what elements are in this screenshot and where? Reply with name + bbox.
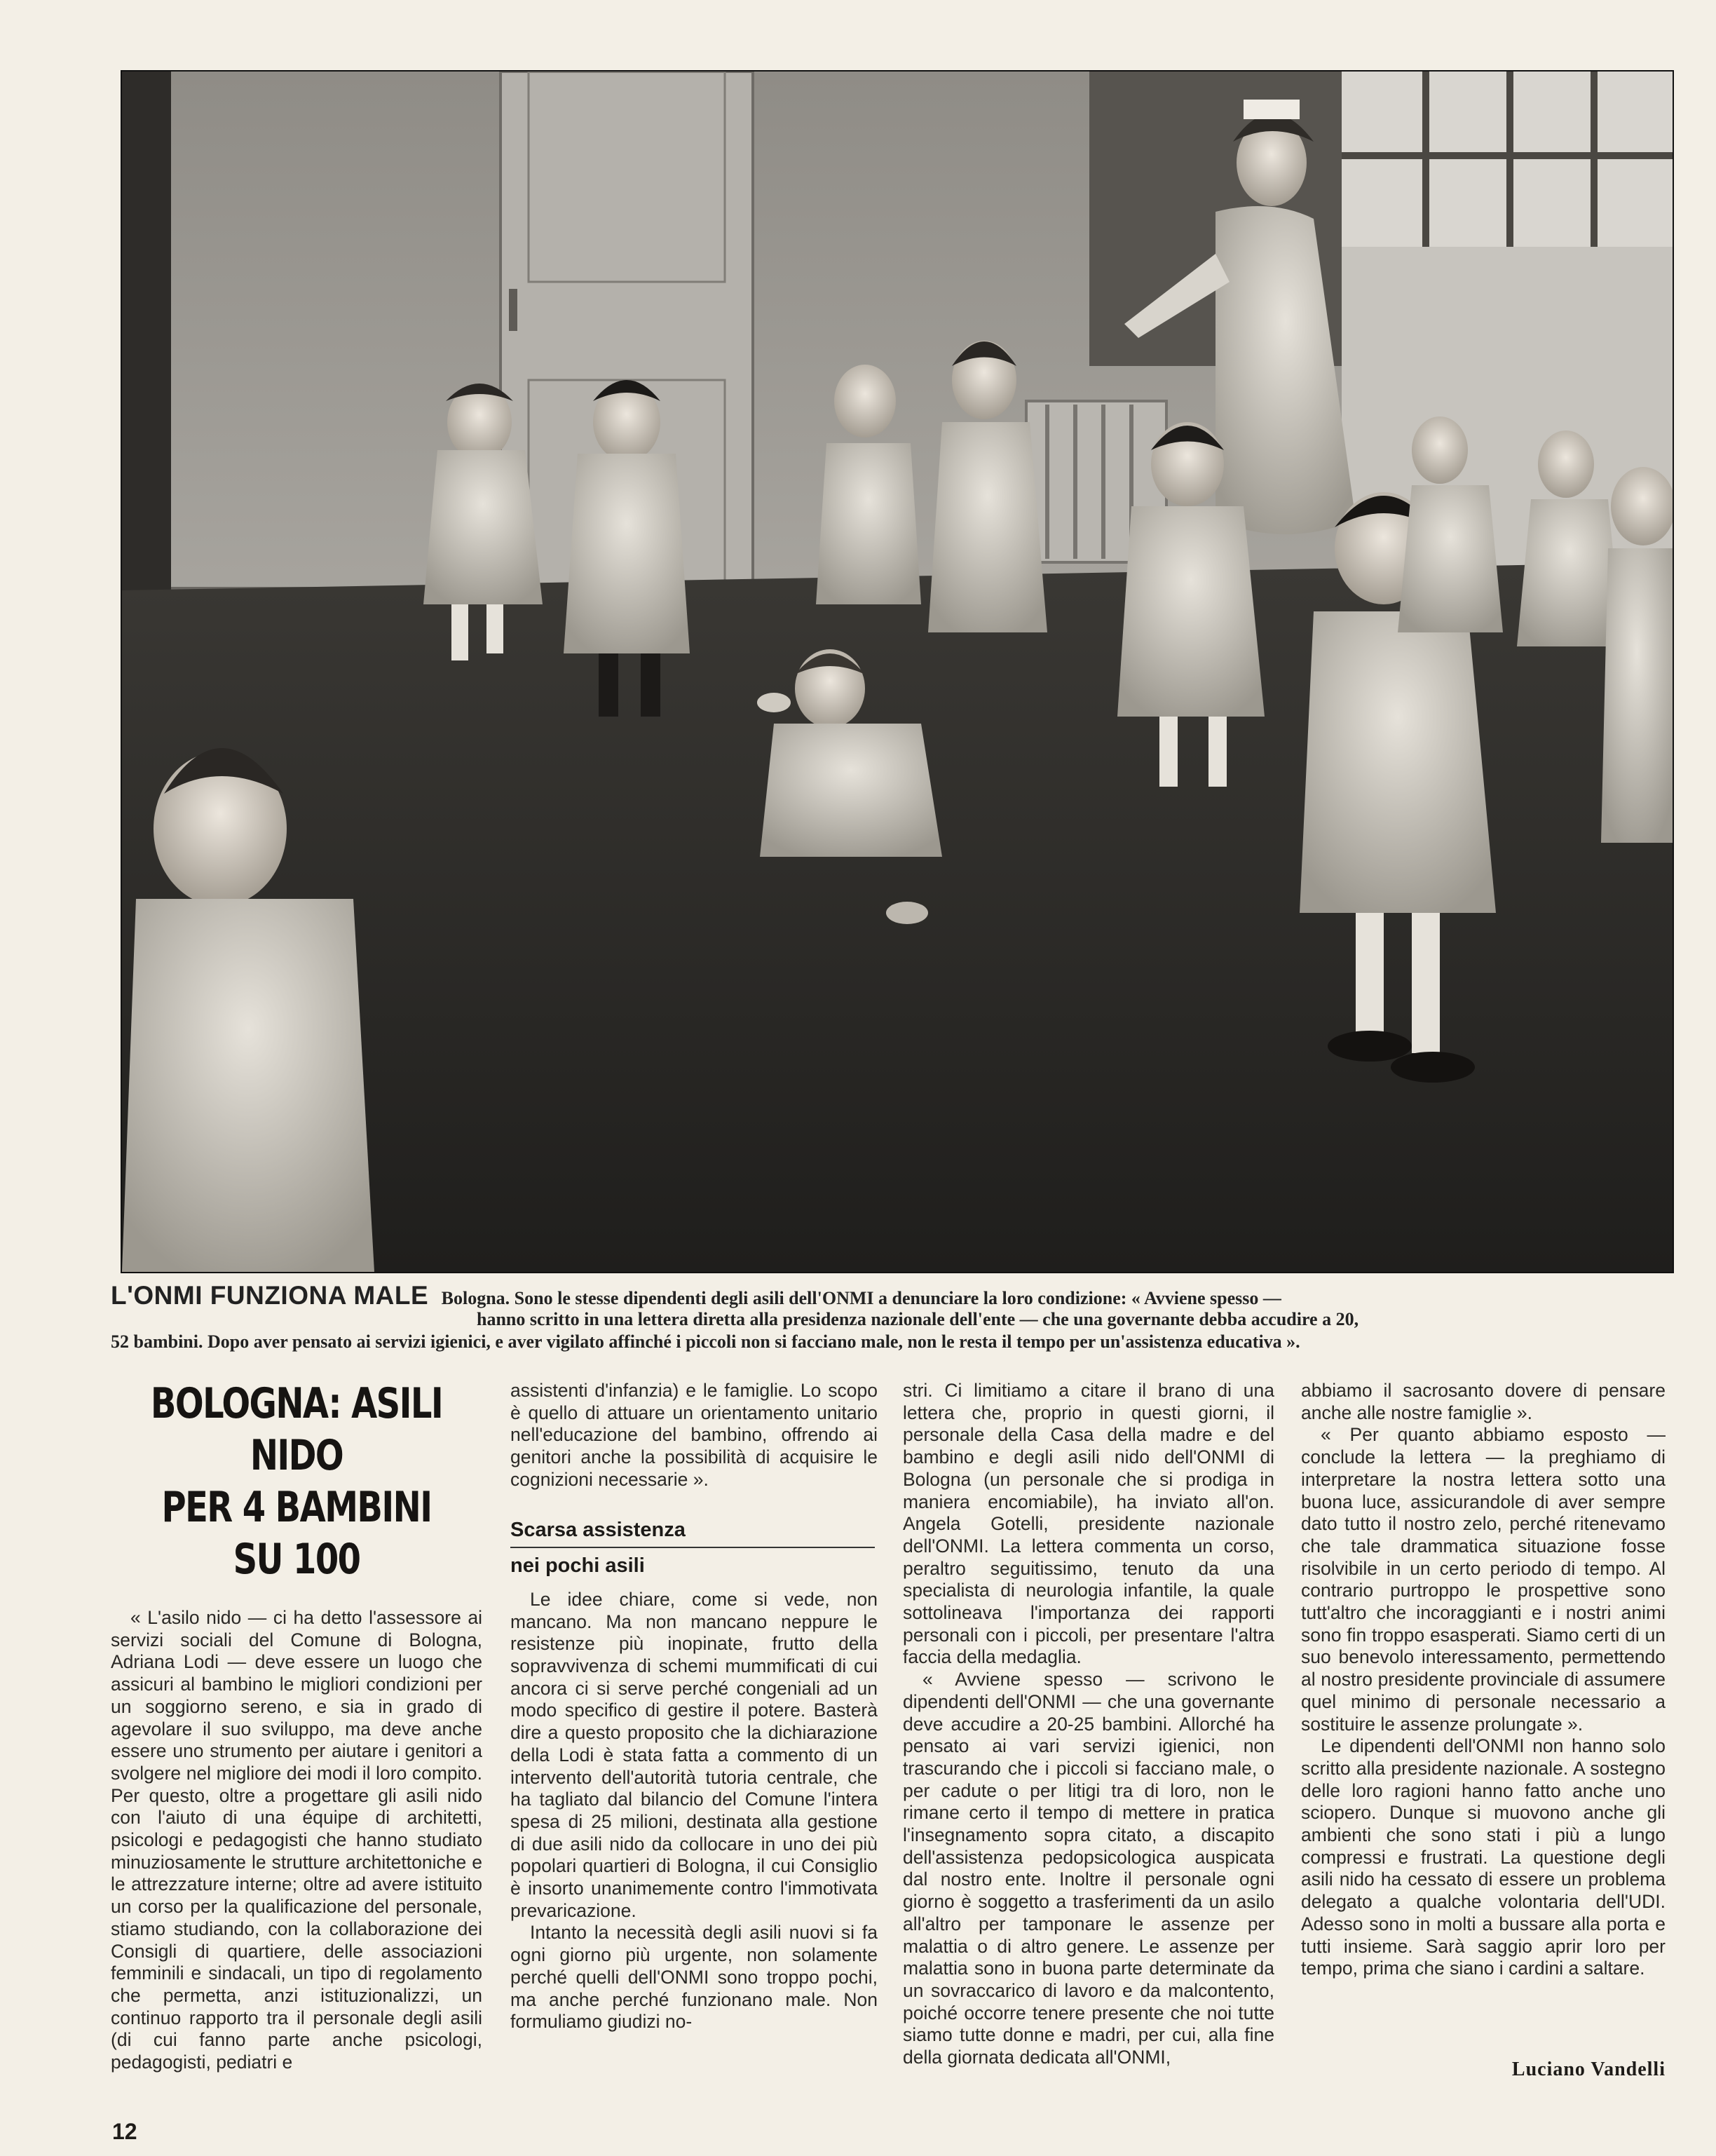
column-1-paragraph: « L'asilo nido — ci ha detto l'assessore ai servizi sociali del Comune di Bologna, Adriana Lodi — deve essere un luogo che assicuri al bambino le migliori condizioni per un soggiorno sereno, e sia in grado di agevolare il suo sviluppo, ma deve anche essere uno strumento per aiutare i genitori a svolgere nel migliore dei modi il loro compito. Per questo, oltre a progettare gli asili nido con l'aiuto di una équipe di architetti, psicologi e pedagogisti che hanno studiato minuziosamente le strutture architettoniche e le attrezzature interne; oltre ad avere istituito un corso per la qualificazione del personale, stiamo studiando, con la collaborazione dei Consigli di quartiere, delle associazioni femminili e sindacali, un tipo di regolamento che permetta, anzi istituzionalizzi, un continuo rapporto tra il personale degli asili (di cui fanno parte anche psicologi, pedagogisti, pediatri e (111, 1607, 482, 2073)
caption-line-2: hanno scritto in una lettera diretta alla presidenza nazionale dell'ente — che una governante debba accudire a 20, (477, 1309, 1359, 1329)
subheading-scarsa-assistenza: Scarsa assistenza (510, 1519, 875, 1549)
photo-caption (111, 1281, 1674, 1353)
column-4-paragraph-3: Le dipendenti dell'ONMI non hanno solo scritto alla presidente nazionale. A sostegno delle loro ragioni hanno fatto anche uno sciopero. Dunque si muovono anche gli ambienti che sono stati i più a lungo compressi e frustrati. La questione degli asili nido ha cessato di essere un problema delegato a qualche volontaria dell'UDI. Adesso sono in molti a bussare alla porta e tutti insieme. Sarà saggio aprir loro per tempo, prima che siano i cardini a saltare. (1301, 1735, 1666, 1979)
column-4-paragraph-1: abbiamo il sacrosanto dovere di pensare anche alle nostre famiglie ». (1301, 1380, 1666, 1423)
column-2-opening: assistenti d'infanzia) e le famiglie. Lo scopo è quello di attuare un orientamento unitario nell'educazione del bambino, offrendo ai genitori anche la possibilità di acquisire le cognizioni necessarie ». (510, 1380, 878, 1490)
caption-line-3: 52 bambini. Dopo aver pensato ai servizi igienici, e aver vigilato affinché i piccoli non si facciano male, non le resta il tempo per un'assistenza educativa ». (111, 1331, 1300, 1352)
article-column-4 (1301, 1380, 1666, 1980)
nursery-photo (121, 70, 1674, 1273)
page-number: 12 (112, 2119, 137, 2144)
photo-illustration (122, 72, 1673, 1272)
column-3-paragraph-1: stri. Ci limitiamo a citare il brano di una lettera che, proprio in questi giorni, il personale della Casa della madre e del bambino e degli asili nido dell'ONMI di Bologna (un personale che si prodiga in maniera encomiabile), ha inviato all'on. Angela Gotelli, presidente nazionale dell'ONMI. La lettera commenta un corso, peraltro seguitissimo, tenuto da una specialista di neurologia infantile, la quale sottolineava l'importanza dei rapporti personali con i piccoli, per presentare l'altra faccia della medaglia. (903, 1380, 1274, 1668)
caption-heading: L'ONMI FUNZIONA MALE (111, 1281, 429, 1310)
article-headline (148, 1378, 445, 1585)
article-column-1 (111, 1607, 482, 2074)
headline-line-2: PER 4 BAMBINI (161, 1483, 432, 1532)
subheading-nei-pochi-asili: nei pochi asili (510, 1554, 645, 1578)
column-3-paragraph-2: « Avviene spesso — scrivono le dipendenti dell'ONMI — che una governante deve accudire a 20-25 bambini. Allorché ha pensato ai vari servizi igienici, non trascurando che i piccoli si facciano male, o per cadute o per litigi tra di loro, non le rimane certo il tempo di mettere in pratica l'insegnamento sopra citato, a discapito dell'assistenza pedopsicologica auspicata dal nostro ente. Inoltre il personale ogni giorno è soggetto a trasferimenti da un asilo all'altro per tamponare le assenze per malattia o di altro genere. Le assenze per malattia sono in buona parte determinate da un sovraccarico di lavoro e da malcontento, poiché occorre tenere presente che noi tutte siamo tutte donne e madri, per cui, alla fine della giornata dedicata all'ONMI, (903, 1669, 1274, 2068)
author-signature: Luciano Vandelli (1511, 2059, 1666, 2080)
headline-line-3: SU 100 (233, 1535, 360, 1584)
article-column-3 (903, 1380, 1274, 2069)
column-2-paragraph-1: Le idee chiare, come si vede, non mancano. Ma non mancano neppure le resistenze più inopinate, frutto della sopravvivenza di schemi mummificati di cui ancora ci si serve perché congeniali ad un modo specifico di gestire il potere. Basterà dire a questo proposito che la dichiarazione della Lodi è stata fatta a commento di un intervento dell'autorità tutoria centrale, che ha tagliato dal bilancio del Comune l'intera spesa di 25 milioni, destinata alla gestione di due asili nido da collocare in uno dei più popolari quartieri di Bologna, il cui Consiglio è insorto unanimemente contro l'immotivata prevaricazione. (510, 1588, 878, 1921)
caption-line-1: Bologna. Sono le stesse dipendenti degli asili dell'ONMI a denunciare la loro condizione: « Avviene spesso — (441, 1288, 1281, 1308)
article-column-2 (510, 1380, 878, 2033)
column-2-paragraph-2: Intanto la necessità degli asili nuovi si fa ogni giorno più urgente, non solamente perché quelli dell'ONMI sono troppo pochi, ma anche perché funzionano male. Non formuliamo giudizi no- (510, 1922, 878, 2033)
column-4-paragraph-2: « Per quanto abbiamo esposto — conclude la lettera — la preghiamo di interpretare la nostra lettera sotto una buona luce, assicurandole di aver sempre dato tutto il nostro zelo, perché ritenevamo che tale drammatica situazione fosse risolvibile in un certo periodo di tempo. Al contrario purtroppo le prospettive sono tutt'altro che incoraggianti e i nostri animi sono fin troppo esasperati. Siamo certi di un suo benevolo interessamento, permettendo al nostro presidente provinciale di assumere quel minimo di personale necessario a sostituire le assenze prolungate ». (1301, 1424, 1666, 1735)
headline-line-1: BOLOGNA: ASILI NIDO (150, 1379, 443, 1480)
